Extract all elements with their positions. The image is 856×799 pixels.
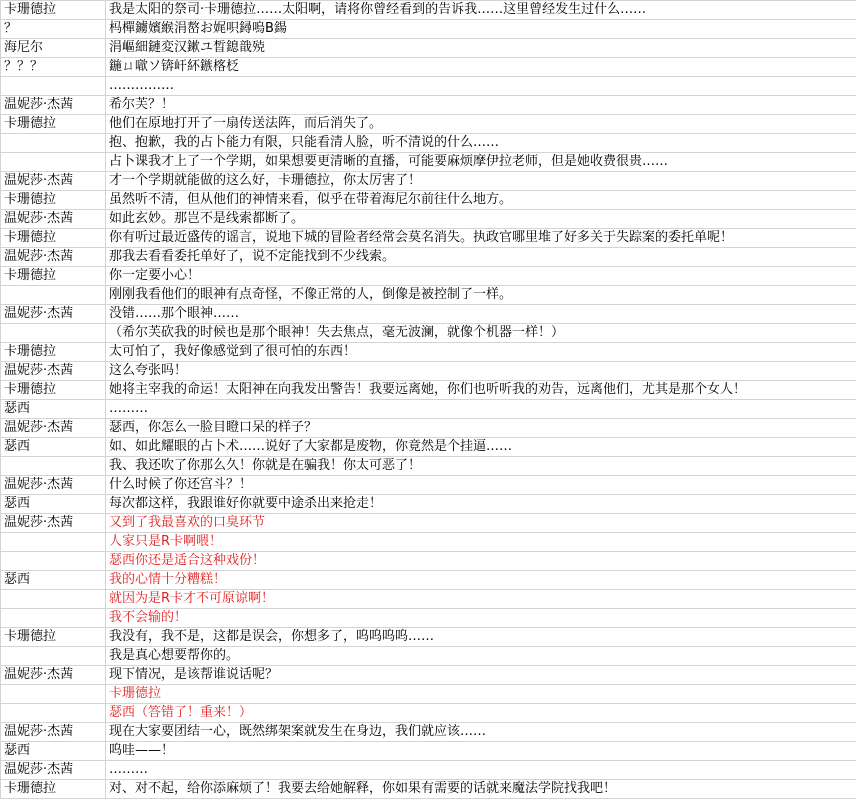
speaker-cell[interactable]: 海尼尔 bbox=[1, 39, 106, 58]
dialogue-cell[interactable]: 涓嶇細鏈変汉鏉ユ晳鎴戠殑 bbox=[106, 39, 856, 58]
dialogue-cell[interactable]: 现下情况，是该帮谁说话呢？ bbox=[106, 666, 856, 685]
table-row bbox=[1, 134, 856, 153]
dialogue-cell[interactable]: ……… bbox=[106, 761, 856, 780]
dialogue-cell[interactable]: 呜哇——！ bbox=[106, 742, 856, 761]
speaker-cell[interactable]: 温妮莎·杰茜 bbox=[1, 476, 106, 495]
table-row bbox=[1, 723, 856, 742]
table-row bbox=[1, 362, 856, 381]
dialogue-cell[interactable]: 你有听过最近盛传的谣言，说地下城的冒险者经常会莫名消失。执政官哪里堆了好多关于失踪案的委托单呢！ bbox=[106, 229, 856, 248]
table-row bbox=[1, 20, 856, 39]
speaker-cell[interactable] bbox=[1, 704, 106, 723]
dialogue-cell[interactable]: 鍦ㄩ噷ソ锛屽紑鏃楁柉 bbox=[106, 58, 856, 77]
speaker-cell[interactable]: 温妮莎·杰茜 bbox=[1, 723, 106, 742]
dialogue-cell[interactable]: 我不会输的！ bbox=[106, 609, 856, 628]
dialogue-cell[interactable]: 人家只是R卡啊喂！ bbox=[106, 533, 856, 552]
table-row bbox=[1, 514, 856, 533]
speaker-cell[interactable]: 卡珊德拉 bbox=[1, 115, 106, 134]
dialogue-cell[interactable]: 如、如此耀眼的占卜术……说好了大家都是废物，你竟然是个挂逼…… bbox=[106, 438, 856, 457]
speaker-cell[interactable]: 温妮莎·杰茜 bbox=[1, 761, 106, 780]
dialogue-cell[interactable]: 没错……那个眼神…… bbox=[106, 305, 856, 324]
speaker-cell[interactable]: 温妮莎·杰茜 bbox=[1, 514, 106, 533]
table-row bbox=[1, 685, 856, 704]
speaker-cell[interactable]: 卡珊德拉 bbox=[1, 229, 106, 248]
dialogue-cell[interactable]: 太可怕了，我好像感觉到了很可怕的东西！ bbox=[106, 343, 856, 362]
speaker-cell[interactable]: 温妮莎·杰茜 bbox=[1, 666, 106, 685]
table-row bbox=[1, 172, 856, 191]
table-row bbox=[1, 476, 856, 495]
speaker-cell[interactable]: 瑟西 bbox=[1, 400, 106, 419]
dialogue-cell[interactable]: 那我去看看委托单好了，说不定能找到不少线索。 bbox=[106, 248, 856, 267]
table-row bbox=[1, 305, 856, 324]
dialogue-cell[interactable]: 瑟西，你怎么一脸目瞪口呆的样子？ bbox=[106, 419, 856, 438]
dialogue-cell[interactable]: 抱、抱歉，我的占卜能力有限，只能看清人脸，听不清说的什么…… bbox=[106, 134, 856, 153]
speaker-cell[interactable]: 卡珊德拉 bbox=[1, 381, 106, 400]
dialogue-cell[interactable]: 希尔芙？！ bbox=[106, 96, 856, 115]
speaker-cell[interactable]: 瑟西 bbox=[1, 571, 106, 590]
table-row bbox=[1, 58, 856, 77]
speaker-cell[interactable]: 温妮莎·杰茜 bbox=[1, 210, 106, 229]
speaker-cell[interactable] bbox=[1, 533, 106, 552]
speaker-cell[interactable]: 瑟西 bbox=[1, 495, 106, 514]
dialogue-cell[interactable]: 才一个学期就能做的这么好，卡珊德拉，你太厉害了！ bbox=[106, 172, 856, 191]
dialogue-cell[interactable]: 瑟西你还是适合这种戏份！ bbox=[106, 552, 856, 571]
dialogue-cell[interactable]: 虽然听不清，但从他们的神情来看，似乎在带着海尼尔前往什么地方。 bbox=[106, 191, 856, 210]
dialogue-cell[interactable]: 什么时候了你还宫斗？！ bbox=[106, 476, 856, 495]
dialogue-cell[interactable]: 如此玄妙。那岂不是线索都断了。 bbox=[106, 210, 856, 229]
table-row bbox=[1, 590, 856, 609]
table-row bbox=[1, 1, 856, 20]
table-row bbox=[1, 77, 856, 96]
dialogue-cell[interactable]: 又到了我最喜欢的口臭环节 bbox=[106, 514, 856, 533]
dialogue-cell[interactable]: …………… bbox=[106, 77, 856, 96]
dialogue-cell[interactable]: 就因为是R卡才不可原谅啊！ bbox=[106, 590, 856, 609]
table-row bbox=[1, 609, 856, 628]
speaker-cell[interactable] bbox=[1, 324, 106, 343]
table-row bbox=[1, 191, 856, 210]
speaker-cell[interactable]: 卡珊德拉 bbox=[1, 343, 106, 362]
speaker-cell[interactable] bbox=[1, 457, 106, 476]
table-row bbox=[1, 39, 856, 58]
table-row bbox=[1, 628, 856, 647]
table-row bbox=[1, 571, 856, 590]
table-row bbox=[1, 552, 856, 571]
table-row bbox=[1, 419, 856, 438]
dialogue-cell[interactable]: 我是太阳的祭司·卡珊德拉……太阳啊，请将你曾经看到的告诉我……这里曾经发生过什么…… bbox=[106, 1, 856, 20]
speaker-cell[interactable]: 温妮莎·杰茜 bbox=[1, 248, 106, 267]
table-row bbox=[1, 400, 856, 419]
table-row bbox=[1, 495, 856, 514]
table-row bbox=[1, 704, 856, 723]
table-row bbox=[1, 248, 856, 267]
table-row bbox=[1, 115, 856, 134]
speaker-cell[interactable]: 瑟西 bbox=[1, 742, 106, 761]
dialogue-cell[interactable]: 刚刚我看他们的眼神有点奇怪，不像正常的人，倒像是被控制了一样。 bbox=[106, 286, 856, 305]
speaker-cell[interactable] bbox=[1, 77, 106, 96]
dialogue-cell[interactable]: 现在大家要团结一心，既然绑架案就发生在身边，我们就应该…… bbox=[106, 723, 856, 742]
table-row bbox=[1, 381, 856, 400]
speaker-cell[interactable]: 温妮莎·杰茜 bbox=[1, 96, 106, 115]
dialogue-cell[interactable]: ……… bbox=[106, 400, 856, 419]
table-row bbox=[1, 438, 856, 457]
dialogue-cell[interactable]: 瑟西（答错了！重来！） bbox=[106, 704, 856, 723]
speaker-cell[interactable] bbox=[1, 286, 106, 305]
table-row bbox=[1, 780, 856, 799]
table-row bbox=[1, 286, 856, 305]
speaker-cell[interactable] bbox=[1, 647, 106, 666]
table-row bbox=[1, 457, 856, 476]
speaker-cell[interactable]: ？？？ bbox=[1, 58, 106, 77]
dialogue-cell[interactable]: 他们在原地打开了一扇传送法阵，而后消失了。 bbox=[106, 115, 856, 134]
table-row bbox=[1, 324, 856, 343]
dialogue-cell[interactable]: 我、我还吹了你那么久！你就是在骗我！你太可恶了！ bbox=[106, 457, 856, 476]
speaker-cell[interactable] bbox=[1, 590, 106, 609]
speaker-cell[interactable]: 卡珊德拉 bbox=[1, 628, 106, 647]
dialogue-cell[interactable]: 杩樿鐪嬪緱涓嶅お娓呮鐞嗚В鍚 bbox=[106, 20, 856, 39]
speaker-cell[interactable] bbox=[1, 609, 106, 628]
speaker-cell[interactable]: 卡珊德拉 bbox=[1, 780, 106, 799]
table-row bbox=[1, 742, 856, 761]
speaker-cell[interactable]: 卡珊德拉 bbox=[1, 191, 106, 210]
dialogue-cell[interactable]: 每次都这样，我跟谁好你就要中途杀出来抢走！ bbox=[106, 495, 856, 514]
dialogue-cell[interactable]: 对、对不起，给你添麻烦了！我要去给她解释，你如果有需要的话就来魔法学院找我吧！ bbox=[106, 780, 856, 799]
dialogue-cell[interactable]: （希尔芙砍我的时候也是那个眼神！失去焦点，毫无波澜，就像个机器一样！） bbox=[106, 324, 856, 343]
table-row bbox=[1, 229, 856, 248]
dialogue-cell[interactable]: 占卜课我才上了一个学期，如果想要更清晰的直播，可能要麻烦摩伊拉老师，但是她收费很贵…… bbox=[106, 153, 856, 172]
speaker-cell[interactable]: 温妮莎·杰茜 bbox=[1, 362, 106, 381]
table-row bbox=[1, 666, 856, 685]
speaker-cell[interactable]: 卡珊德拉 bbox=[1, 1, 106, 20]
speaker-cell[interactable]: 温妮莎·杰茜 bbox=[1, 172, 106, 191]
speaker-cell[interactable] bbox=[1, 153, 106, 172]
table-row bbox=[1, 267, 856, 286]
dialogue-cell[interactable]: 卡珊德拉 bbox=[106, 685, 856, 704]
dialogue-cell[interactable]: 她将主宰我的命运！太阳神在向我发出警告！我要远离她，你们也听听我的劝告，远离他们，尤其是那个女人！ bbox=[106, 381, 856, 400]
table-row bbox=[1, 761, 856, 780]
table-row bbox=[1, 533, 856, 552]
table-row bbox=[1, 153, 856, 172]
speaker-cell[interactable]: 温妮莎·杰茜 bbox=[1, 305, 106, 324]
speaker-cell[interactable]: 温妮莎·杰茜 bbox=[1, 419, 106, 438]
sheet-body bbox=[1, 1, 856, 799]
speaker-cell[interactable] bbox=[1, 685, 106, 704]
dialogue-cell[interactable]: 这么夸张吗！ bbox=[106, 362, 856, 381]
dialogue-cell[interactable]: 你一定要小心！ bbox=[106, 267, 856, 286]
speaker-cell[interactable] bbox=[1, 134, 106, 153]
speaker-cell[interactable] bbox=[1, 552, 106, 571]
table-row bbox=[1, 343, 856, 362]
dialogue-cell[interactable]: 我没有，我不是，这都是误会，你想多了，呜呜呜呜…… bbox=[106, 628, 856, 647]
speaker-cell[interactable]: 瑟西 bbox=[1, 438, 106, 457]
speaker-cell[interactable]: 卡珊德拉 bbox=[1, 267, 106, 286]
table-row bbox=[1, 96, 856, 115]
table-row bbox=[1, 210, 856, 229]
speaker-cell[interactable]: ？ bbox=[1, 20, 106, 39]
dialogue-cell[interactable]: 我的心情十分糟糕！ bbox=[106, 571, 856, 590]
dialogue-cell[interactable]: 我是真心想要帮你的。 bbox=[106, 647, 856, 666]
table-row bbox=[1, 647, 856, 666]
